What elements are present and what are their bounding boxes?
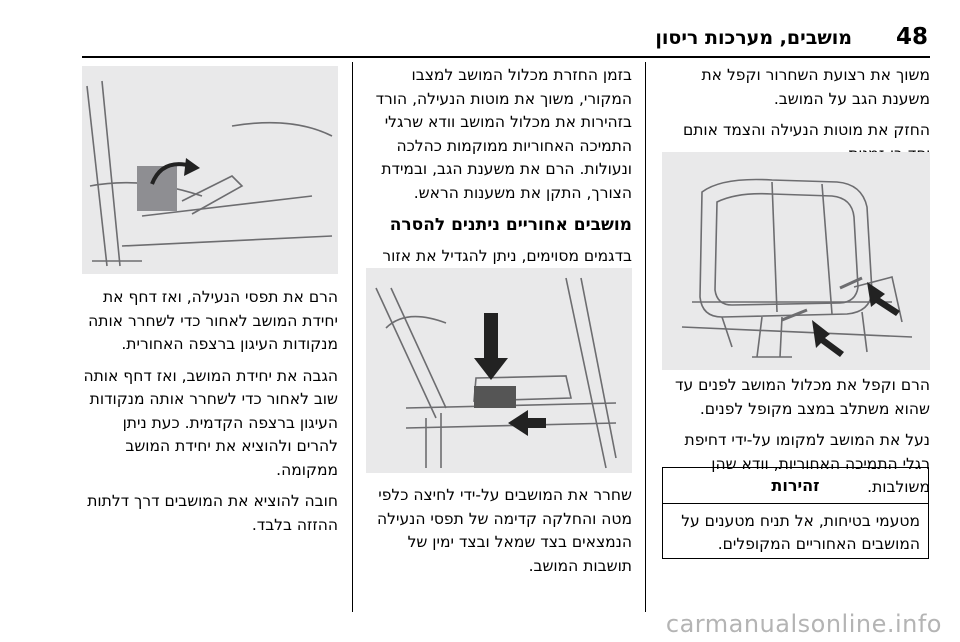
lift-arrow-head	[184, 158, 200, 176]
running-title: מושבים, מערכות ריסון	[655, 27, 852, 49]
warning-title: זהירות	[663, 468, 928, 504]
watermark: carmanualsonline.info	[665, 610, 942, 638]
middle-column-lower	[366, 484, 632, 586]
instruction-lift-latches: הרם את תפסי הנעילה, ואז דחף את יחידת המושב לאחור כדי לשחרר אותה מנקודות העיגון ברצפה האחורית.	[88, 288, 338, 353]
instruction-enlarge-cargo: בדגמים מסוימים, ניתן להגדיל את אזור	[382, 247, 632, 265]
instruction-fold-forward: הרם וקפל את מכלול המושב לפנים עד שהוא משתלב במצב מקופל לפנים.	[675, 376, 930, 418]
page-number: 48	[896, 24, 929, 50]
instruction-return-seat: בזמן החזרת מכלול המושב למצבו המקורי, משוך את מוטות הנעילה, הורד בזהירות את מכלול המושב וודא שרגלי התמיכה האחוריות ממוקמות כהלכה ונעולות. הרם את משענת הגב, ובמידת הצורך, התקן את משענות הראש.	[375, 66, 632, 202]
instruction-fold-backrest: משוך את רצועת השחרור וקפל את משענת הגב על המושב.	[701, 66, 930, 108]
page-header	[0, 0, 960, 60]
column-divider-right	[645, 62, 646, 612]
instruction-raise-seat: הגבה את יחידת המושב, ואז דחף אותה שוב לאחור כדי לשחרר אותה מנקודות העיגון ברצפה הקדמית. כעת ניתן להרים ולהוציא את יחידת המושב ממקומה.	[83, 366, 338, 479]
warning-text: מטעמי בטיחות, אל תניח מטענים על המושבים האחוריים המקופלים.	[681, 512, 920, 553]
folded-seat-drawing	[662, 152, 930, 370]
column-divider-left	[352, 62, 353, 612]
instruction-release-seats: שחרר את המושבים על-ידי לחיצה כלפי מטה והחלקה קדימה של תפסי הנעילה הנמצאים בצד שמאל ובצד ימין של תושבות המושב.	[377, 486, 632, 575]
left-column	[82, 286, 338, 545]
instruction-lock-legs: נעל את המושב למקומו על-ידי דחיפת רגלי התמיכה האחוריות, וודא שהן משולבות.	[684, 431, 930, 496]
lift-latches-drawing	[82, 66, 338, 274]
section-heading-removable-seats: מושבים אחוריים ניתנים להסרה	[389, 215, 632, 235]
illustration-folded-seat	[662, 152, 930, 370]
illustration-lift-latches	[82, 66, 338, 274]
header-rule	[82, 56, 930, 58]
release-catch-drawing	[366, 268, 632, 473]
warning-box	[662, 467, 929, 559]
instruction-sliding-doors: חובה להוציא את המושבים דרך דלתות ההזזה בלבד.	[87, 492, 338, 534]
illustration-release-catch	[366, 268, 632, 473]
press-arrows	[474, 313, 546, 436]
instruction-lock-rods: החזק את מוטות הנעילה והצמד אותם	[682, 121, 930, 139]
release-catch	[474, 386, 516, 408]
